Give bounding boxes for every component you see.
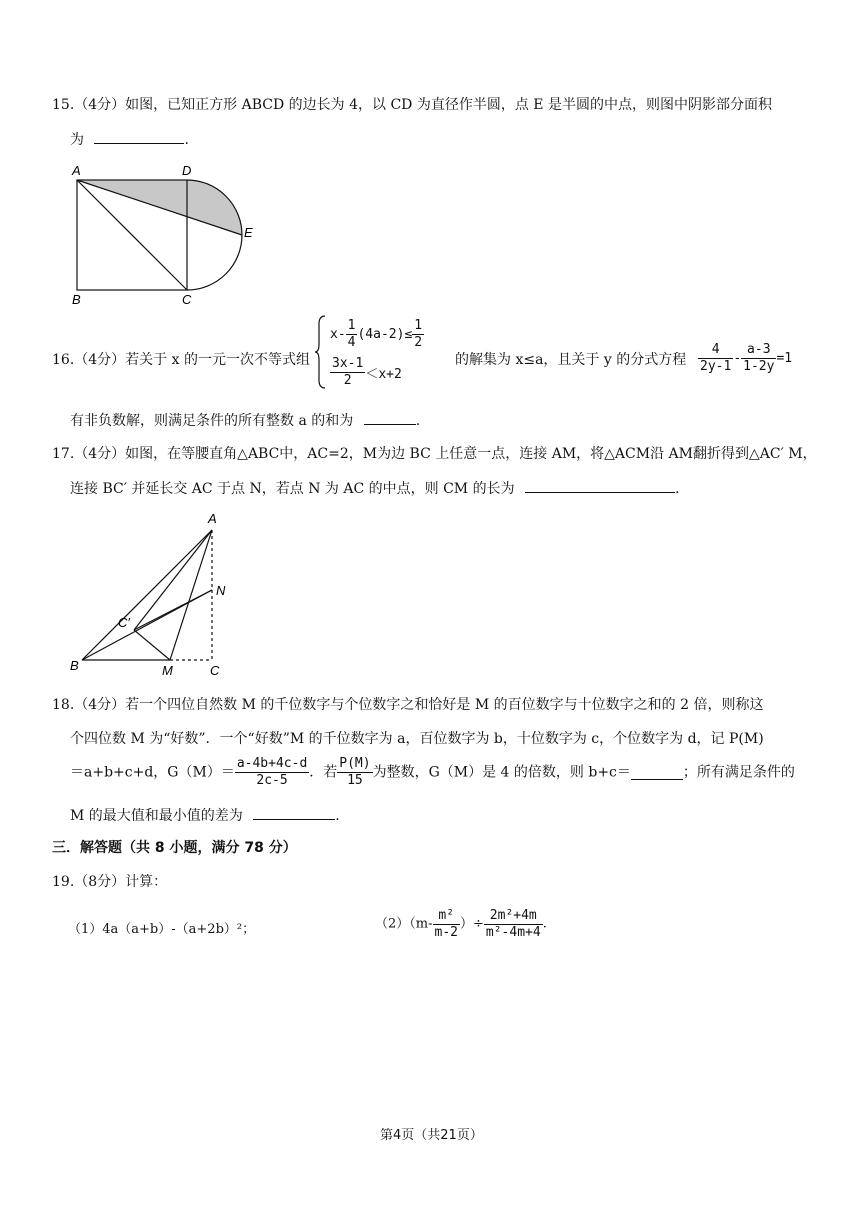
page-footer: 第4页（共21页） [380, 1128, 483, 1143]
q18-line3-c: 为整数，G（M）是 4 的倍数，则 b+c＝ [372, 764, 631, 781]
q15-answer-blank[interactable] [94, 129, 184, 144]
q16-eq-minus: - [733, 351, 742, 366]
q16-answer-blank[interactable] [364, 410, 416, 425]
q16-mid: 的解集为 x≤a，且关于 y 的分式方程 [455, 352, 687, 368]
q19-part2-f2-num: 2m²+4m [484, 908, 543, 925]
q16-ineq1-rhs-num: 1 [414, 318, 423, 333]
q18-line2: 个四位数 M 为“好数”．一个“好数”M 的千位数字为 a，百位数字为 b，十位数字为 c，个位数字为 d，记 P(M) [70, 731, 764, 747]
q17-label-b: B [70, 658, 79, 673]
q16-eq-f2-num: a-3 [741, 342, 776, 359]
q18-line1: 18.（4分）若一个四位自然数 M 的千位数字与个位数字之和恰好是 M 的百位数字与十位数字之和的 2 倍，则称这 [52, 697, 764, 713]
q15-line2: 为 . [70, 129, 189, 150]
q18-line3-b: ．若 [309, 764, 338, 781]
q17-line2: 连接 BC′ 并延长交 AC 于点 N，若点 N 为 AC 的中点，则 CM 的长为 . [70, 478, 680, 499]
q19-part2-prefix: （2）（m- [375, 916, 433, 932]
q17-label-c1: C′ [118, 615, 130, 630]
q16-ineq1-paren: (4a-2)≤ [357, 327, 413, 342]
q16-line2-text: 有非负数解，则满足条件的所有整数 a 的和为 [70, 413, 354, 429]
q15-label-e: E [244, 225, 253, 240]
q15-figure [60, 155, 270, 310]
q18-line3-d: ；所有满足条件的 [682, 764, 795, 781]
q17-line-c1m [134, 630, 170, 660]
q16-inequality-2 [330, 356, 402, 389]
q16-ineq1-frac-num: 1 [347, 318, 356, 333]
q19-part2-f1-den: m-2 [434, 925, 458, 940]
section3-title: 三．解答题（共 8 小题，满分 78 分） [52, 840, 297, 856]
q19-part2-mid: ）÷ [459, 916, 484, 932]
q15-line2-text: 为 [70, 132, 84, 148]
q16-brace [314, 314, 328, 390]
q18-g-num: a-4b+4c-d [236, 756, 308, 771]
q17-figure [60, 505, 250, 680]
q15-label-c: C [182, 292, 192, 307]
q17-label-n: N [216, 583, 226, 598]
q15-label-a: A [72, 163, 81, 178]
q19-part2-end: . [542, 916, 547, 932]
q16-equation [698, 342, 792, 375]
q16-ineq2-num: 3x-1 [332, 356, 364, 371]
q16-eq-rhs: =1 [776, 351, 793, 366]
q16-ineq1-frac-den: 4 [347, 335, 356, 350]
q17-line1: 17.（4分）如图，在等腰直角△ABC中，AC=2，M为边 BC 上任意一点，连接 AM，将△ACM沿 AM翻折得到△AC′ M， [52, 446, 817, 462]
q19-part2 [375, 908, 547, 941]
q18-g-den: 2c-5 [256, 773, 288, 788]
q16-inequality-1 [330, 318, 424, 351]
q19-part1: （1）4a（a+b）-（a+2b）²； [68, 922, 256, 937]
q19-part2-f2-den: m²-4m+4 [485, 925, 541, 940]
q17-label-m: M [162, 663, 173, 678]
q19-title: 19.（8分）计算： [52, 874, 168, 890]
q16-ineq2-rhs: ＜x+2 [365, 367, 402, 382]
q18-line4-text: M 的最大值和最小值的差为 [70, 808, 243, 824]
q17-line2-text: 连接 BC′ 并延长交 AC 于点 N，若点 N 为 AC 的中点，则 CM 的长为 [70, 481, 515, 497]
q16-line2: 有非负数解，则满足条件的所有整数 a 的和为 . [70, 410, 420, 431]
q16-prefix: 16.（4分）若关于 x 的一元一次不等式组 [52, 352, 310, 368]
q16-ineq2-den: 2 [343, 373, 352, 388]
q18-answer-blank-2[interactable] [253, 805, 335, 820]
q17-line-ac1 [134, 530, 212, 630]
q15-text: 15.（4分）如图，已知正方形 ABCD 的边长为 4，以 CD 为直径作半圆，点 E 是半圆的中点，则图中阴影部分面积 [52, 97, 772, 113]
q19-part2-f1-num: m² [433, 908, 460, 925]
q18-line3 [70, 756, 795, 789]
q17-label-a: A [208, 511, 217, 526]
q16-ineq1-left: x- [330, 327, 346, 342]
q16-eq-f2-den: 1-2y [743, 359, 775, 374]
q15-label-b: B [72, 292, 81, 307]
q18-answer-blank-1[interactable] [631, 765, 683, 780]
q18-line3-a: ＝a+b+c+d，G（M）＝ [70, 764, 235, 781]
q16-eq-f1-den: 2y-1 [700, 359, 732, 374]
q15-label-d: D [182, 163, 192, 178]
q17-label-c: C [210, 663, 220, 678]
q17-answer-blank[interactable] [525, 478, 675, 493]
q16-ineq1-rhs-den: 2 [414, 335, 423, 350]
q16-eq-f1-num: 4 [698, 342, 733, 359]
q18-p-num: P(M) [339, 756, 371, 771]
q17-line-am [170, 530, 212, 660]
q18-line4: M 的最大值和最小值的差为 . [70, 805, 340, 826]
q18-p-den: 15 [347, 773, 363, 788]
